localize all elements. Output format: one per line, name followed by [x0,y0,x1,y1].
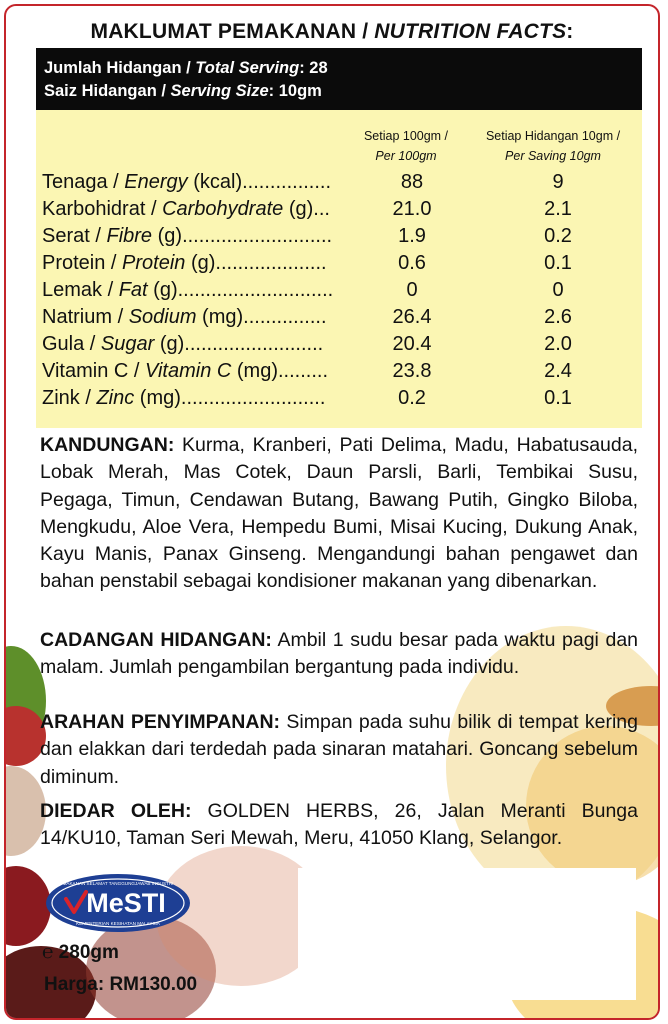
nutrition-table [36,110,642,428]
table-row: Protein / Protein (g).................... 0.6 0.1 [42,252,572,274]
distributor-paragraph: DIEDAR OLEH: GOLDEN HERBS, 26, Jalan Meranti Bunga 14/KU10, Taman Seri Mewah, Meru, 41050 Klang, Selangor. [40,800,638,850]
mesti-logo [44,872,192,934]
svg-text:MAKANAN SELAMAT TANGGUNGJAWAB: MAKANAN SELAMAT TANGGUNGJAWAB INDUSTRI [62,881,174,886]
total-serving: Jumlah Hidangan / Total Serving: 28 [44,59,328,77]
table-row: Gula / Sugar (g)......................... 20.4 2.0 [42,333,572,355]
table-row: Karbohidrat / Carbohydrate (g)... 21.0 2.1 [42,198,572,220]
table-row: Natrium / Sodium (mg)............... 26.4 2.6 [42,306,572,328]
price: Harga: RM130.00 [44,974,198,995]
table-row: Zink / Zinc (mg).......................... 0.2 0.1 [42,387,572,409]
net-weight: ℮ 280gm [42,942,119,963]
svg-text:MeSTI: MeSTI [86,888,166,918]
table-row: Serat / Fibre (g)........................... 1.9 0.2 [42,225,572,247]
table-row: Vitamin C / Vitamin C (mg)......... 23.8 2.4 [42,360,572,382]
column-header-per100: Setiap 100gm / Per 100gm [363,129,449,163]
svg-text:KEMENTERIAN KESIHATAN MALAYSIA: KEMENTERIAN KESIHATAN MALAYSIA [76,921,160,926]
label-frame [4,4,660,1020]
serving-size: Saiz Hidangan / Serving Size: 10gm [44,82,322,100]
serving-info-box [36,48,642,110]
column-header-perserving: Setiap Hidangan 10gm / Per Saving 10gm [485,129,621,163]
storage-paragraph: ARAHAN PENYIMPANAN: Simpan pada suhu bilik di tempat kering dan elakkan dari terdedah pada sinaran matahari. Goncang sebelum diminum. [40,711,638,788]
nutrition-title: MAKLUMAT PEMAKANAN / NUTRITION FACTS: [90,20,574,43]
blank-label-area [298,868,636,1000]
table-row: Lemak / Fat (g)............................ 0 0 [42,279,564,301]
table-row: Tenaga / Energy (kcal)................ 88 9 [42,171,564,193]
serving-suggestion-paragraph: CADANGAN HIDANGAN: Ambil 1 sudu besar pada waktu pagi dan malam. Jumlah pengambilan bergantung pada individu. [40,629,639,679]
ingredients-paragraph: KANDUNGAN: Kurma, Kranberi, Pati Delima, Madu, Habatusauda, Lobak Merah, Mas Cotek, Daun Parsli, Barli, Tembikai Susu, Pegaga, Timun, Cendawan Butang, Bawang Putih, Gingko Biloba, Mengkudu, Aloe Vera, Hempedu Bumi, Misai Kucing, Dukung Anak, Kayu Manis, Panax Ginseng. Mengandungi bahan pengawet dan bahan penstabil sebagai kondisioner makanan yang dibenarkan. [40,434,638,593]
